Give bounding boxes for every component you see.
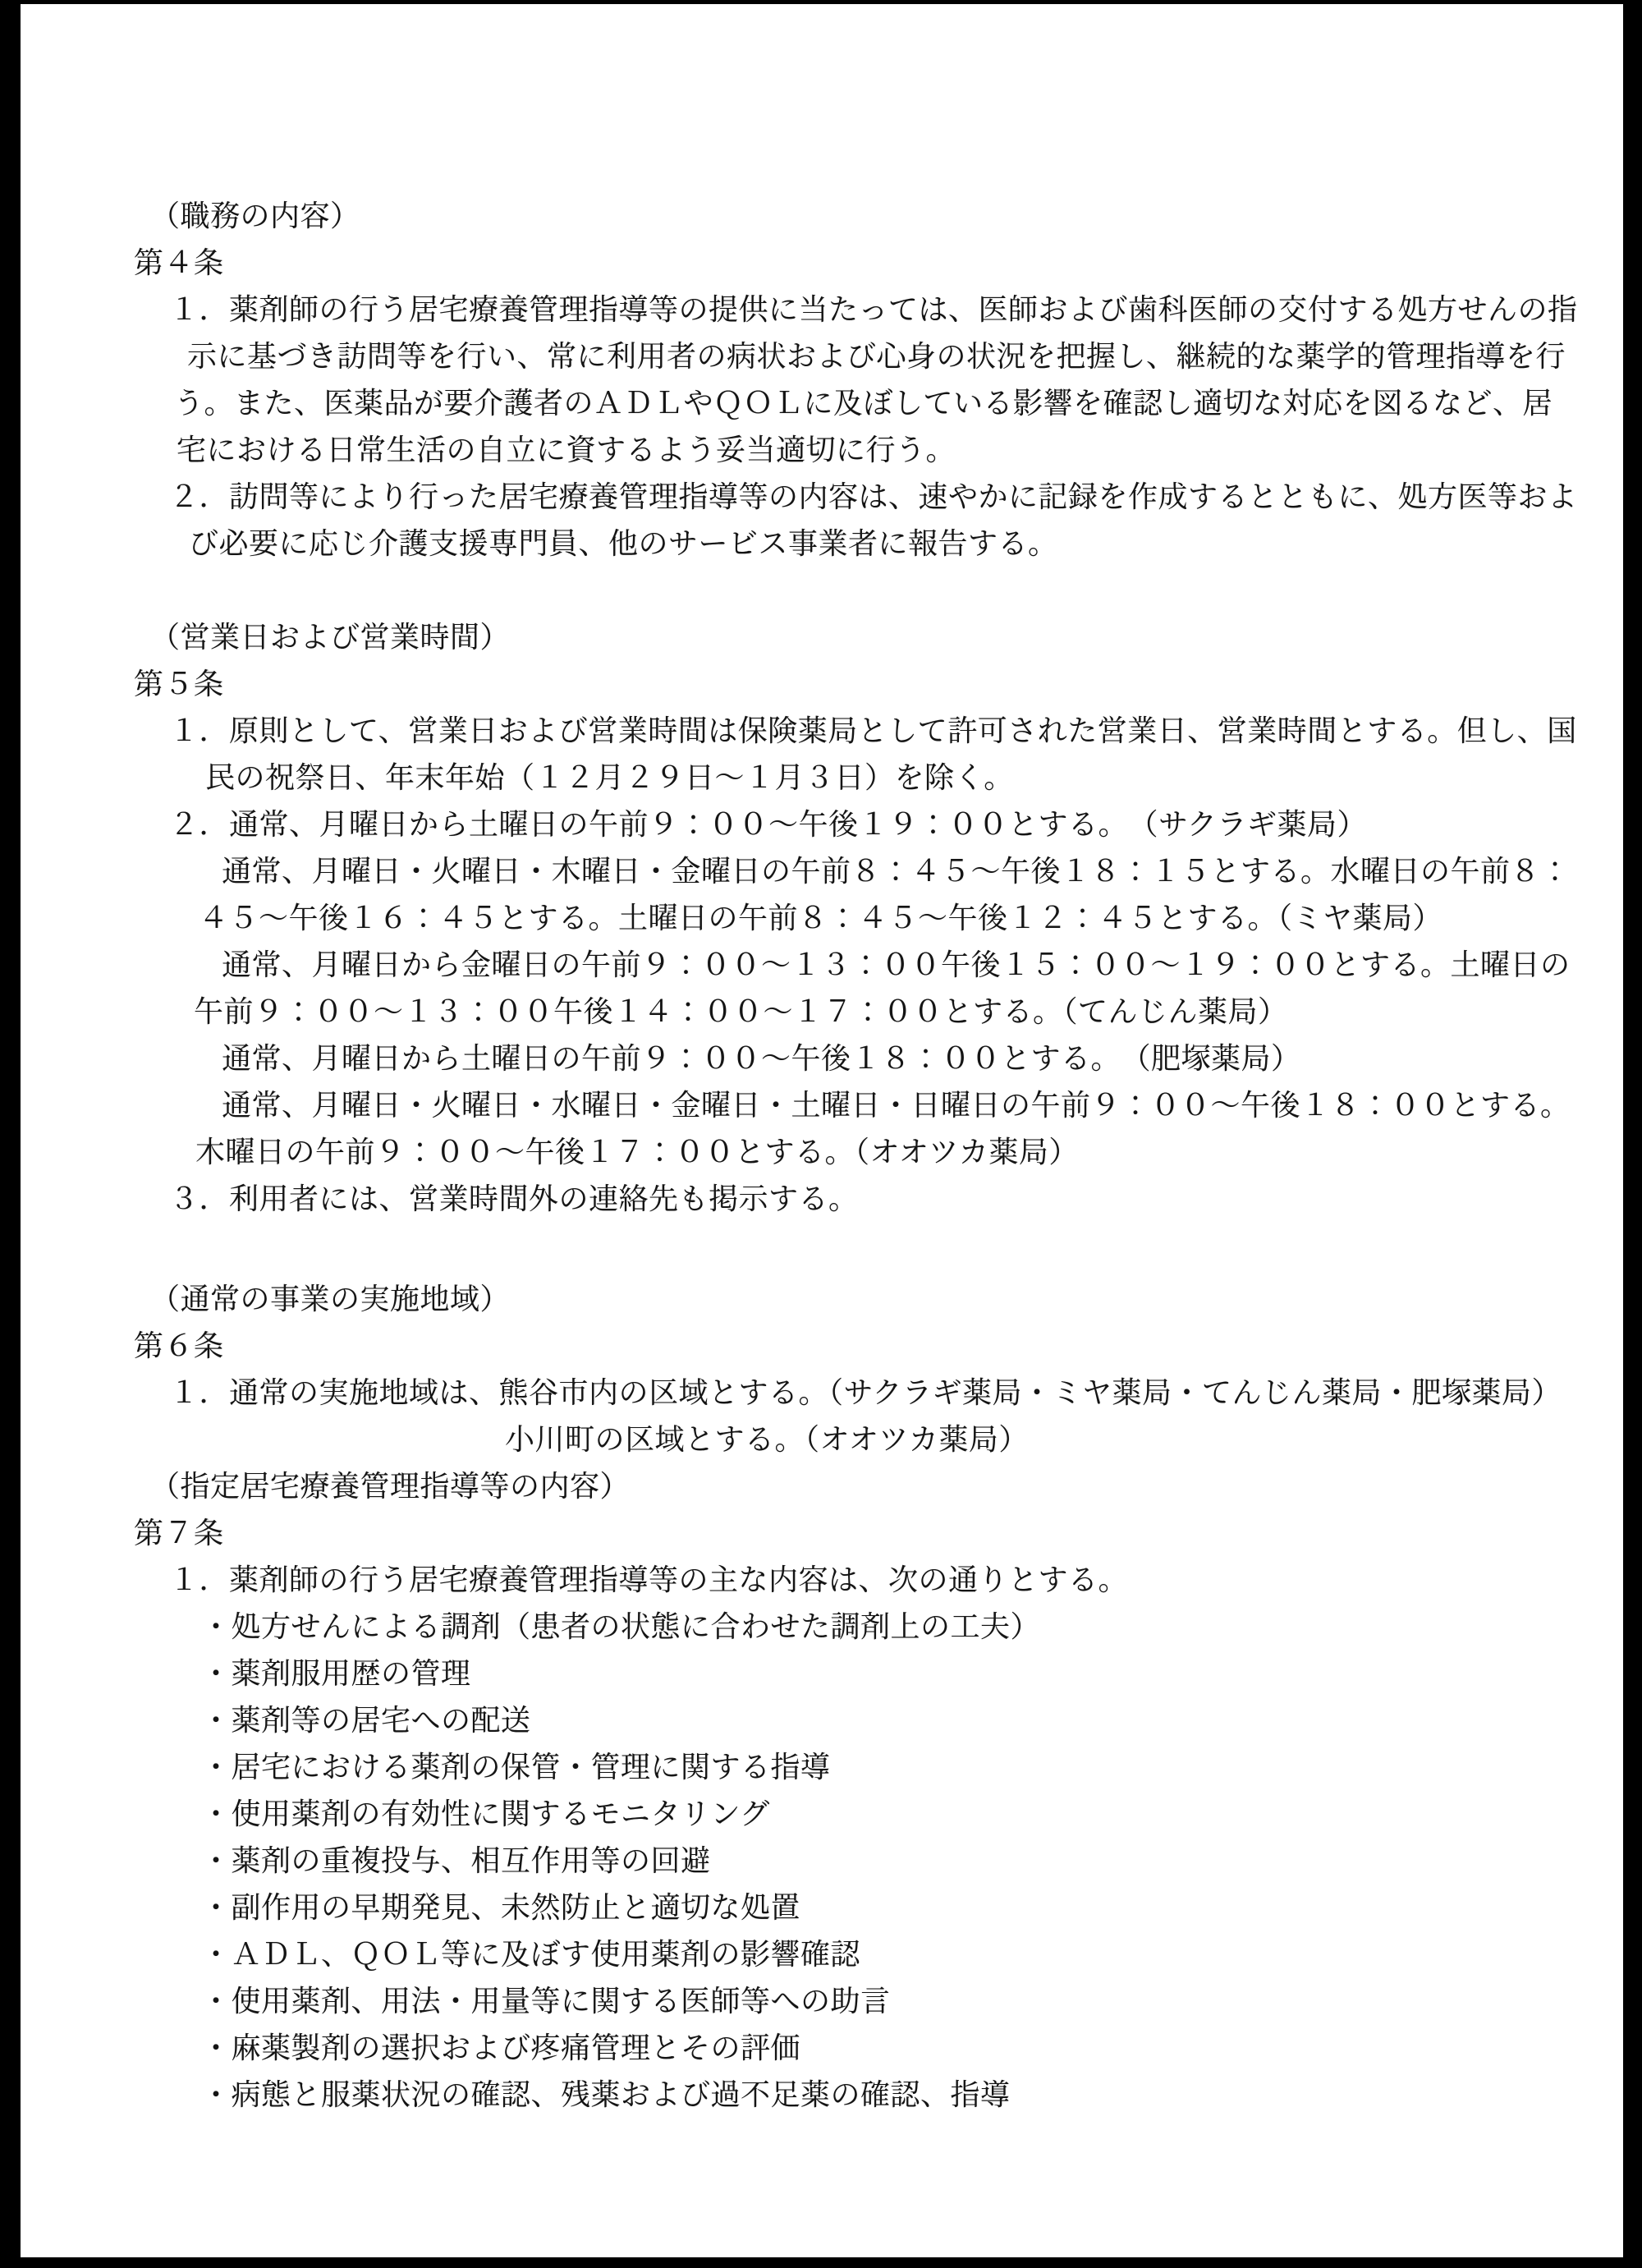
document-line: ・薬剤の重複投与、相互作用等の回避 [201, 1844, 711, 1877]
document-line: ・居宅における薬剤の保管・管理に関する指導 [201, 1751, 831, 1784]
document-line: ２．訪問等により行った居宅療養管理指導等の内容は、速やかに記録を作成するとともに、処方医等およ [169, 480, 1578, 513]
document-line: １．原則として、営業日および営業時間は保険薬局として許可された営業日、営業時間とする。但し、国 [169, 714, 1577, 747]
document-line: ４５～午後１６：４５とする。土曜日の午前８：４５～午後１２：４５とする。（ミヤ薬局） [199, 902, 1443, 934]
document-line: ・処方せんによる調剤（患者の状態に合わせた調剤上の工夫） [201, 1610, 1041, 1643]
document-line: ・薬剤等の居宅への配送 [201, 1704, 531, 1737]
document-line: ２．通常、月曜日から土曜日の午前９：００～午後１９：００とする。 （サクラギ薬局） [169, 808, 1368, 841]
document-line: １．薬剤師の行う居宅療養管理指導等の提供に当たっては、医師および歯科医師の交付する処方せんの指 [169, 293, 1578, 326]
document-line: 第４条 [134, 246, 224, 279]
document-line: 通常、月曜日・火曜日・木曜日・金曜日の午前８：４５～午後１８：１５とする。水曜日の午前８： [222, 855, 1571, 888]
document-line: 第７条 [134, 1517, 224, 1549]
document-line: ・副作用の早期発見、未然防止と適切な処置 [201, 1891, 801, 1924]
document-line: 小川町の区域とする。（オオツカ薬局） [505, 1423, 1029, 1456]
document-line: 宅における日常生活の自立に資するよう妥当適切に行う。 [177, 434, 956, 466]
document-line: 第５条 [134, 668, 224, 700]
document-line: び必要に応じ介護支援専門員、他のサービス事業者に報告する。 [189, 527, 1058, 560]
document-line: ・薬剤服用歴の管理 [201, 1657, 471, 1690]
document-line: ３．利用者には、営業時間外の連絡先も掲示する。 [169, 1182, 859, 1215]
document-line: （営業日および営業時間） [150, 621, 511, 654]
document-line: １．薬剤師の行う居宅療養管理指導等の主な内容は、次の通りとする。 [169, 1563, 1129, 1596]
document-gap [21, 1223, 1623, 1276]
document-line: ・使用薬剤、用法・用量等に関する医師等への助言 [201, 1985, 891, 2018]
document-line: 通常、月曜日から土曜日の午前９：００～午後１８：００とする。 （肥塚薬局） [222, 1042, 1301, 1075]
document-content [21, 193, 1623, 2119]
document-line: ・病態と服薬状況の確認、残薬および過不足薬の確認、指導 [201, 2078, 1011, 2111]
document-line: １．通常の実施地域は、熊谷市内の区域とする。（サクラギ薬局・ミヤ薬局・てんじん薬局・肥塚薬局） [169, 1376, 1562, 1409]
document-line: ・ＡＤＬ、ＱＯＬ等に及ぼす使用薬剤の影響確認 [201, 1938, 861, 1971]
document-line: ・麻薬製剤の選択および疼痛管理とその評価 [201, 2032, 801, 2064]
document-line: 示に基づき訪問等を行い、常に利用者の病状および心身の状況を把握し、継続的な薬学的管理指導を行 [187, 340, 1566, 373]
document-line: う。また、医薬品が要介護者のＡＤＬやＱＯＬに及ぼしている影響を確認し適切な対応を図るなど、居 [174, 387, 1553, 420]
document-line: 木曜日の午前９：００～午後１７：００とする。（オオツカ薬局） [195, 1136, 1079, 1168]
document-line: 通常、月曜日・火曜日・水曜日・金曜日・土曜日・日曜日の午前９：００～午後１８：００とする。 [222, 1089, 1571, 1122]
document-line: （職務の内容） [150, 200, 360, 232]
document-page [21, 4, 1623, 2257]
document-gap [21, 567, 1623, 614]
document-line: （指定居宅療養管理指導等の内容） [150, 1470, 631, 1503]
document-line: 民の祝祭日、年末年始（１２月２９日～１月３日）を除く。 [205, 761, 1014, 794]
document-line: 第６条 [134, 1329, 224, 1362]
document-line: 通常、月曜日から金曜日の午前９：００～１３：００午後１５：００～１９：００とする。土曜日の [222, 948, 1571, 981]
document-line: （通常の事業の実施地域） [150, 1283, 511, 1315]
document-line: 午前９：００～１３：００午後１４：００～１７：００とする。（てんじん薬局） [194, 995, 1288, 1028]
document-line: ・使用薬剤の有効性に関するモニタリング [201, 1797, 770, 1830]
